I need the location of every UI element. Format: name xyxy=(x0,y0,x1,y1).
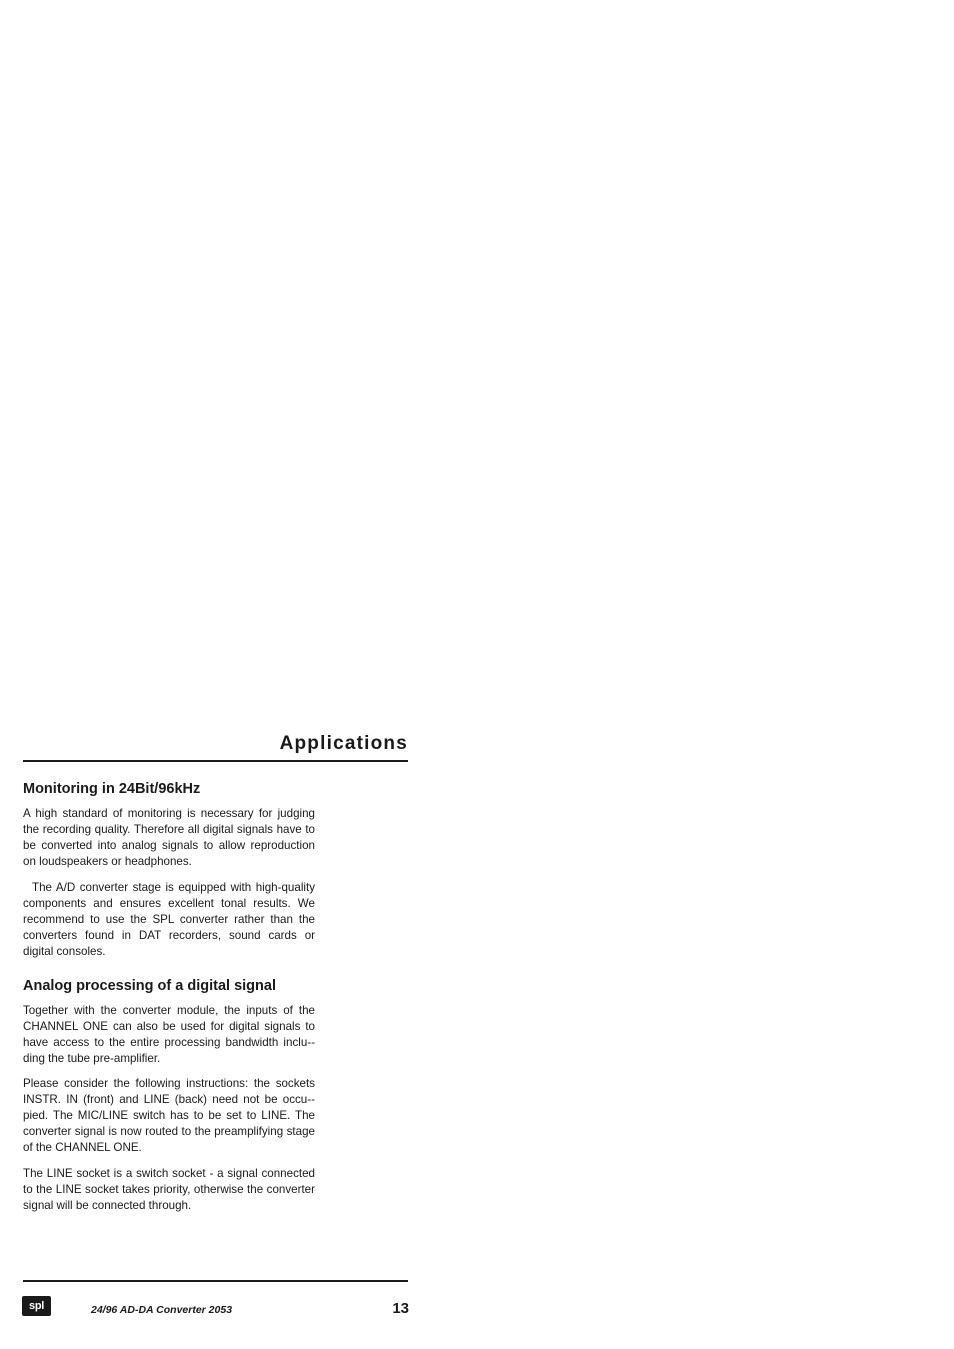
spl-logo xyxy=(22,1296,51,1316)
analog-body-1 xyxy=(23,1003,315,1067)
monitoring-body xyxy=(23,806,315,870)
heading-analog-processing: Analog processing of a digital signal xyxy=(23,978,276,994)
paragraph: The A/D converter stage is equipped with high-quality components and ensures excellent tonal results. We recommend to use the SPL converter rather than the converters found in DAT recorders, sound cards or digital consoles. xyxy=(23,881,315,958)
logo-text: spl xyxy=(29,1300,44,1312)
footer-product-name: 24/96 AD-DA Converter 2053 xyxy=(91,1304,233,1316)
paragraph: A high standard of monitoring is necessary for judging the recording quality. Therefore all digital signals have to be converted into analog signals to allow reproduction on loudspeakers or headphones. xyxy=(23,807,315,868)
footer-rule xyxy=(23,1280,408,1282)
paragraph: Together with the converter module, the inputs of the CHANNEL ONE can also be used for digital signals to have access to the entire processing bandwidth inclu-ding the tube pre-amplifier. xyxy=(23,1004,315,1065)
paragraph: Please consider the following instructions: the sockets INSTR. IN (front) and LINE (back) need not be occu-pied. The MIC/LINE switch has to be set to LINE. The converter signal is now routed to the preamplifying stage of the CHANNEL ONE. xyxy=(23,1077,315,1154)
section-title: Applications xyxy=(279,733,408,754)
title-rule xyxy=(23,760,408,762)
monitoring-body-2 xyxy=(23,880,315,960)
analog-body-2 xyxy=(23,1076,315,1156)
heading-monitoring: Monitoring in 24Bit/96kHz xyxy=(23,781,201,797)
paragraph: The LINE socket is a switch socket - a signal connected to the LINE socket takes priority, otherwise the converter signal will be connected through. xyxy=(23,1167,315,1212)
page-number: 13 xyxy=(392,1300,409,1317)
analog-body-3 xyxy=(23,1166,315,1214)
